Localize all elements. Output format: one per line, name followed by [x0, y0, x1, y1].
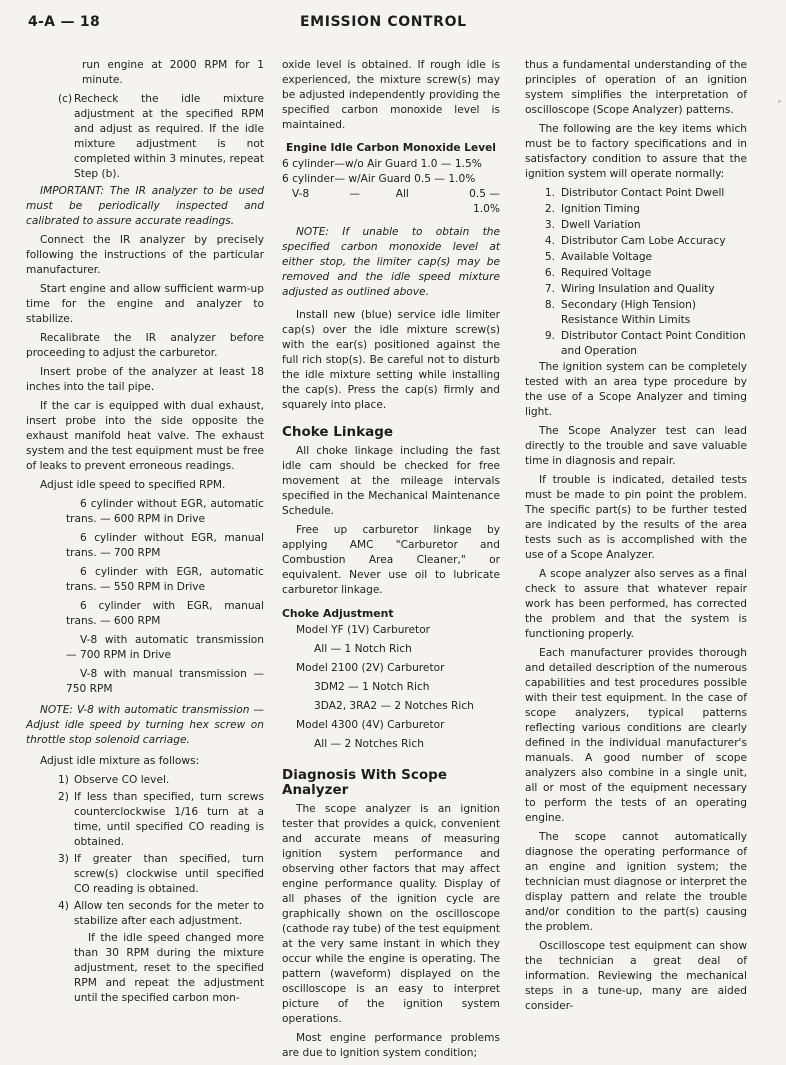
paragraph: The scope analyzer is an ignition tester that provides a quick, convenient and accurate means of measuring ignition system performance and observing other factors that may affect engine performance quality. Display of all phases of the ignition cycle are graphically shown on the oscilloscope (cathode ray tube) of the test equipment at the very same instant in which they occur while the engine is operating. The pattern (waveform) displayed on the oscilloscope is an easy to interpret picture of the ignition system operations.	[282, 803, 500, 1025]
key-item-number: 8.	[544, 299, 555, 311]
rpm-list-item: V-8 with automatic transmission — 700 RPM in Drive	[66, 634, 264, 661]
scope-analyzer-heading: Diagnosis With Scope Analyzer	[282, 767, 447, 798]
key-item-text: Dwell Variation	[561, 219, 641, 231]
paragraph: Recalibrate the IR analyzer before proceeding to adjust the carburetor.	[26, 332, 264, 359]
rpm-list-item: 6 cylinder without EGR, automatic trans. — 600 RPM in Drive	[66, 498, 264, 525]
key-item	[525, 250, 747, 265]
dash-cell: —	[349, 188, 360, 200]
important-note: IMPORTANT: The IR analyzer to be used must be periodically inspected and calibrated to assure accurate readings.	[26, 185, 264, 227]
step-c-label: (c)	[58, 93, 73, 105]
column-2	[282, 58, 500, 1065]
v8-note: NOTE: V-8 with automatic transmission — Adjust idle speed by turning hex screw on throttle stop solenoid carriage.	[26, 704, 264, 746]
limiter-note: NOTE: If unable to obtain the specified carbon monoxide level at either stop, the limiter cap(s) may be removed and the idle speed mixture adjusted as outlined above.	[282, 226, 500, 298]
paragraph: Each manufacturer provides thorough and detailed description of the numerous capabilities and test procedures possible with their test equipment. In the case of scope analyzers, typical patterns reflecting various conditions are clearly defined in the individual manufacturer's manuals. A good number of scope analyzers also combine in a single unit, all or most of the equipment necessary to perform the tests of an operating engine.	[525, 647, 747, 824]
co-level-table-title: Engine Idle Carbon Monoxide Level	[286, 142, 496, 154]
choke-adjustment-heading: Choke Adjustment	[282, 607, 394, 620]
paragraph: Adjust idle speed to specified RPM.	[40, 479, 226, 491]
paragraph: Insert probe of the analyzer at least 18 inches into the tail pipe.	[26, 366, 264, 393]
key-item	[525, 329, 747, 359]
choke-adjustment-line: Model YF (1V) Carburetor	[296, 624, 431, 636]
paragraph: Oscilloscope test equipment can show the technician a great deal of information. Reviewing the mechanical steps in a tune-up, many are aided consider-	[525, 940, 747, 1012]
key-items-list	[525, 186, 747, 359]
mixture-step	[26, 899, 264, 929]
key-item-text: Available Voltage	[561, 251, 653, 263]
intro-continuation: run engine at 2000 RPM for 1 minute.	[82, 59, 264, 86]
guard-cell: All	[395, 188, 409, 200]
paragraph: thus a fundamental understanding of the principles of operation of an ignition system simplifies the interpretation of oscilloscope (Scope Analyzer) patterns.	[525, 59, 747, 116]
page-number: 4-A — 18	[28, 14, 101, 30]
key-item-text: Wiring Insulation and Quality	[561, 283, 715, 295]
page-title: EMISSION CONTROL	[300, 14, 467, 30]
key-item-number: 3.	[544, 219, 555, 231]
choke-adjustment-line: Model 2100 (2V) Carburetor	[296, 662, 445, 674]
co-level-row: 6 cylinder—w/o Air Guard 1.0 — 1.5%	[282, 158, 482, 170]
step-label: 4)	[58, 900, 69, 912]
co-level-row-v8	[282, 187, 500, 217]
paragraph: If the idle speed changed more than 30 RPM during the mixture adjustment, reset to the specified RPM and repeat the adjustment until the specified carbon mon-	[74, 932, 264, 1004]
key-item-text: Secondary (High Tension) Resistance Within Limits	[561, 299, 697, 326]
choke-adjustment-list	[282, 623, 500, 752]
column-3	[525, 58, 747, 1018]
paragraph: Start engine and allow sufficient warm-up time for the engine and analyzer to stabilize.	[26, 283, 264, 325]
co-level-row: 6 cylinder— w/Air Guard 0.5 — 1.0%	[282, 173, 476, 185]
mixture-step	[26, 852, 264, 897]
key-item-number: 4.	[544, 235, 555, 247]
paragraph: Install new (blue) service idle limiter cap(s) over the idle mixture screw(s) with the ear(s) positioned against the full rich stop(s). Be careful not to disturb the idle mixture setting while installing the cap(s). Press the cap(s) firmly and squarely into place.	[282, 309, 500, 411]
paragraph: The scope cannot automatically diagnose the operating performance of an engine and ignition system; the technician must diagnose or interpret the display pattern and relate the trouble and/or condition to the part(s) causing the problem.	[525, 831, 747, 933]
key-item-number: 5.	[544, 251, 555, 263]
key-item	[525, 234, 747, 249]
rpm-list-item: 6 cylinder without EGR, manual trans. — 700 RPM	[66, 532, 264, 559]
paragraph: The ignition system can be completely tested with an area type procedure by the use of a Scope Analyzer and timing light.	[525, 361, 747, 418]
key-item	[525, 218, 747, 233]
step-label: 1)	[58, 774, 69, 786]
key-item-text: Distributor Cam Lobe Accuracy	[561, 235, 726, 247]
step-label: 3)	[58, 853, 69, 865]
key-item-text: Required Voltage	[561, 267, 652, 279]
key-item	[525, 266, 747, 281]
choke-adjustment-line: 3DA2, 3RA2 — 2 Notches Rich	[314, 700, 474, 712]
paragraph: Adjust idle mixture as follows:	[40, 755, 200, 767]
key-item	[525, 298, 747, 328]
step-c-text: Recheck the idle mixture adjustment at the specified RPM and adjust as required. If the idle mixture adjustment is not completed within 3 minutes, repeat Step (b).	[74, 93, 264, 180]
step-label: 2)	[58, 791, 69, 803]
mixture-step	[26, 773, 264, 788]
mixture-steps	[26, 773, 264, 929]
choke-adjustment-line: All — 2 Notches Rich	[314, 738, 424, 750]
key-item-number: 6.	[544, 267, 555, 279]
paragraph: Connect the IR analyzer by precisely following the instructions of the particular manufacturer.	[26, 234, 264, 276]
paragraph: If the car is equipped with dual exhaust, insert probe into the side opposite the exhaust manifold heat valve. The exhaust system and the test equipment must be free of leaks to prevent erroneous readings.	[26, 400, 264, 472]
step-text: Allow ten seconds for the meter to stabilize after each adjustment.	[74, 900, 264, 927]
choke-linkage-heading: Choke Linkage	[282, 424, 394, 440]
step-text: Observe CO level.	[74, 774, 170, 786]
choke-adjustment-line: Model 4300 (4V) Carburetor	[296, 719, 445, 731]
step-text: If greater than specified, turn screw(s) clockwise until specified CO reading is obtained.	[74, 853, 264, 895]
key-item-number: 9.	[544, 330, 555, 342]
rpm-list-item: V-8 with manual transmission — 750 RPM	[66, 668, 264, 695]
key-item-number: 2.	[544, 203, 555, 215]
key-item	[525, 202, 747, 217]
key-item-text: Distributor Contact Point Dwell	[561, 187, 725, 199]
range-cell: 0.5 — 1.0%	[469, 188, 500, 215]
rpm-list-item: 6 cylinder with EGR, manual trans. — 600 RPM	[66, 600, 264, 627]
column-1	[26, 58, 264, 1010]
mixture-step	[26, 790, 264, 850]
paragraph: The following are the key items which must be to factory specifications and in satisfactory condition to assure that the ignition system will operate normally:	[525, 123, 747, 180]
scan-speck	[778, 100, 781, 103]
paragraph: A scope analyzer also serves as a final check to assure that whatever repair work has been performed, has corrected the problem and that the system is functioning properly.	[525, 568, 747, 640]
choke-adjustment-line: 3DM2 — 1 Notch Rich	[314, 681, 430, 693]
paragraph: The Scope Analyzer test can lead directly to the trouble and save valuable time in diagnosis and repair.	[525, 425, 747, 467]
paragraph: All choke linkage including the fast idle cam should be checked for free movement at the mileage intervals specified in the Mechanical Maintenance Schedule.	[282, 445, 500, 517]
step-c	[26, 92, 264, 182]
key-item-number: 7.	[544, 283, 555, 295]
key-item-number: 1.	[544, 187, 555, 199]
step-text: If less than specified, turn screws counterclockwise 1/16 turn at a time, until specified CO reading is obtained.	[74, 791, 264, 848]
engine-cell: V-8	[292, 188, 310, 200]
paragraph: If trouble is indicated, detailed tests must be made to pin point the problem. The specific part(s) to be further tested are indicated by the results of the area tests such as is accomplished with the use of a Scope Analyzer.	[525, 474, 747, 561]
key-item-text: Distributor Contact Point Condition and Operation	[561, 330, 746, 357]
key-item	[525, 282, 747, 297]
choke-adjustment-line: All — 1 Notch Rich	[314, 643, 412, 655]
key-item-text: Ignition Timing	[561, 203, 640, 215]
rpm-list-item: 6 cylinder with EGR, automatic trans. — 550 RPM in Drive	[66, 566, 264, 593]
paragraph: oxide level is obtained. If rough idle is experienced, the mixture screw(s) may be adjusted independently providing the specified carbon monoxide level is maintained.	[282, 59, 500, 131]
paragraph: Free up carburetor linkage by applying AMC "Carburetor and Combustion Area Cleaner," or equivalent. Never use oil to lubricate carburetor linkage.	[282, 524, 500, 596]
rpm-list	[26, 497, 264, 697]
paragraph: Most engine performance problems are due to ignition system condition;	[282, 1032, 500, 1059]
co-level-table	[282, 157, 500, 217]
key-item	[525, 186, 747, 201]
